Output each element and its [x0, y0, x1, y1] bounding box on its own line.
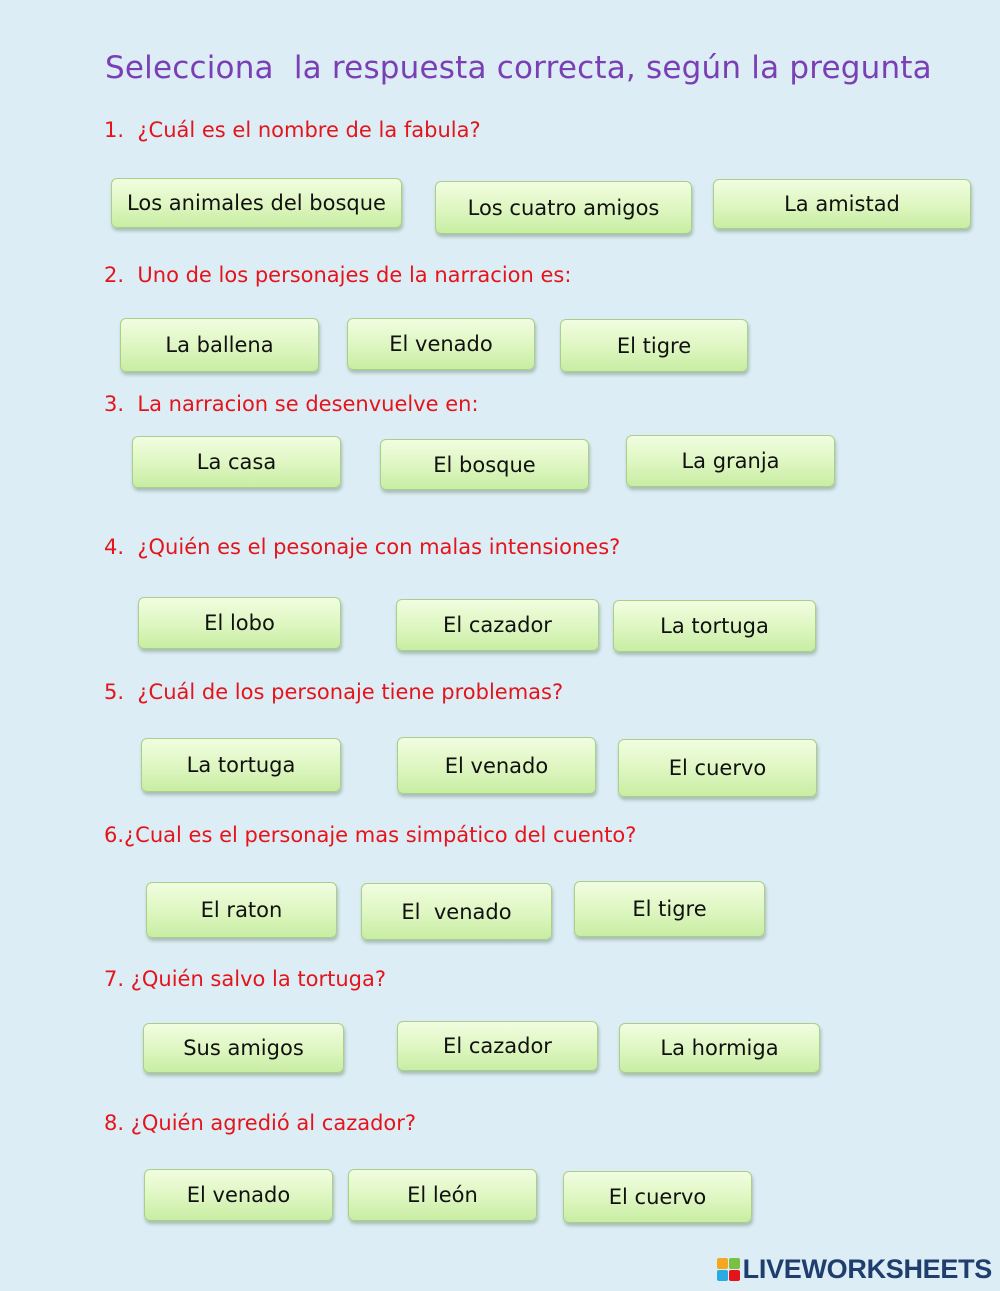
q5-option-2[interactable]: El venado	[397, 737, 596, 794]
q2-option-3[interactable]: El tigre	[560, 319, 748, 372]
q1-option-3[interactable]: La amistad	[713, 179, 971, 229]
q4-option-2[interactable]: El cazador	[396, 599, 599, 651]
q2-option-1[interactable]: La ballena	[120, 318, 319, 372]
question-5: 5. ¿Cuál de los personaje tiene problemas?	[104, 680, 564, 704]
q1-option-1[interactable]: Los animales del bosque	[111, 178, 402, 228]
q4-option-1[interactable]: El lobo	[138, 597, 341, 649]
page-title: Selecciona la respuesta correcta, según la pregunta	[105, 50, 932, 86]
logo-square-1	[717, 1258, 728, 1269]
question-7: 7. ¿Quién salvo la tortuga?	[104, 967, 387, 991]
q8-option-2[interactable]: El león	[348, 1169, 537, 1221]
question-6: 6.¿Cual es el personaje mas simpático del cuento?	[104, 823, 637, 847]
q7-option-3[interactable]: La hormiga	[619, 1023, 820, 1073]
q1-option-2[interactable]: Los cuatro amigos	[435, 181, 692, 234]
question-4: 4. ¿Quién es el pesonaje con malas intensiones?	[104, 535, 621, 559]
q3-option-2[interactable]: El bosque	[380, 439, 589, 490]
liveworksheets-logo-icon	[717, 1258, 740, 1281]
q4-option-3[interactable]: La tortuga	[613, 600, 816, 652]
q6-option-3[interactable]: El tigre	[574, 881, 765, 937]
q6-option-1[interactable]: El raton	[146, 882, 337, 938]
logo-square-2	[729, 1258, 740, 1269]
question-8: 8. ¿Quién agredió al cazador?	[104, 1111, 417, 1135]
q7-option-1[interactable]: Sus amigos	[143, 1023, 344, 1073]
q2-option-2[interactable]: El venado	[347, 318, 535, 370]
question-1: 1. ¿Cuál es el nombre de la fabula?	[104, 118, 481, 142]
logo-square-4	[729, 1270, 740, 1281]
liveworksheets-logo	[717, 1254, 992, 1285]
question-3: 3. La narracion se desenvuelve en:	[104, 392, 479, 416]
q7-option-2[interactable]: El cazador	[397, 1021, 598, 1071]
q5-option-1[interactable]: La tortuga	[141, 738, 341, 792]
logo-text: LIVEWORKSHEETS	[742, 1254, 992, 1284]
q3-option-1[interactable]: La casa	[132, 436, 341, 488]
question-2: 2. Uno de los personajes de la narracion es:	[104, 263, 572, 287]
q3-option-3[interactable]: La granja	[626, 435, 835, 487]
q6-option-2[interactable]: El venado	[361, 883, 552, 940]
q5-option-3[interactable]: El cuervo	[618, 739, 817, 797]
q8-option-1[interactable]: El venado	[144, 1169, 333, 1221]
logo-square-3	[717, 1270, 728, 1281]
q8-option-3[interactable]: El cuervo	[563, 1171, 752, 1223]
